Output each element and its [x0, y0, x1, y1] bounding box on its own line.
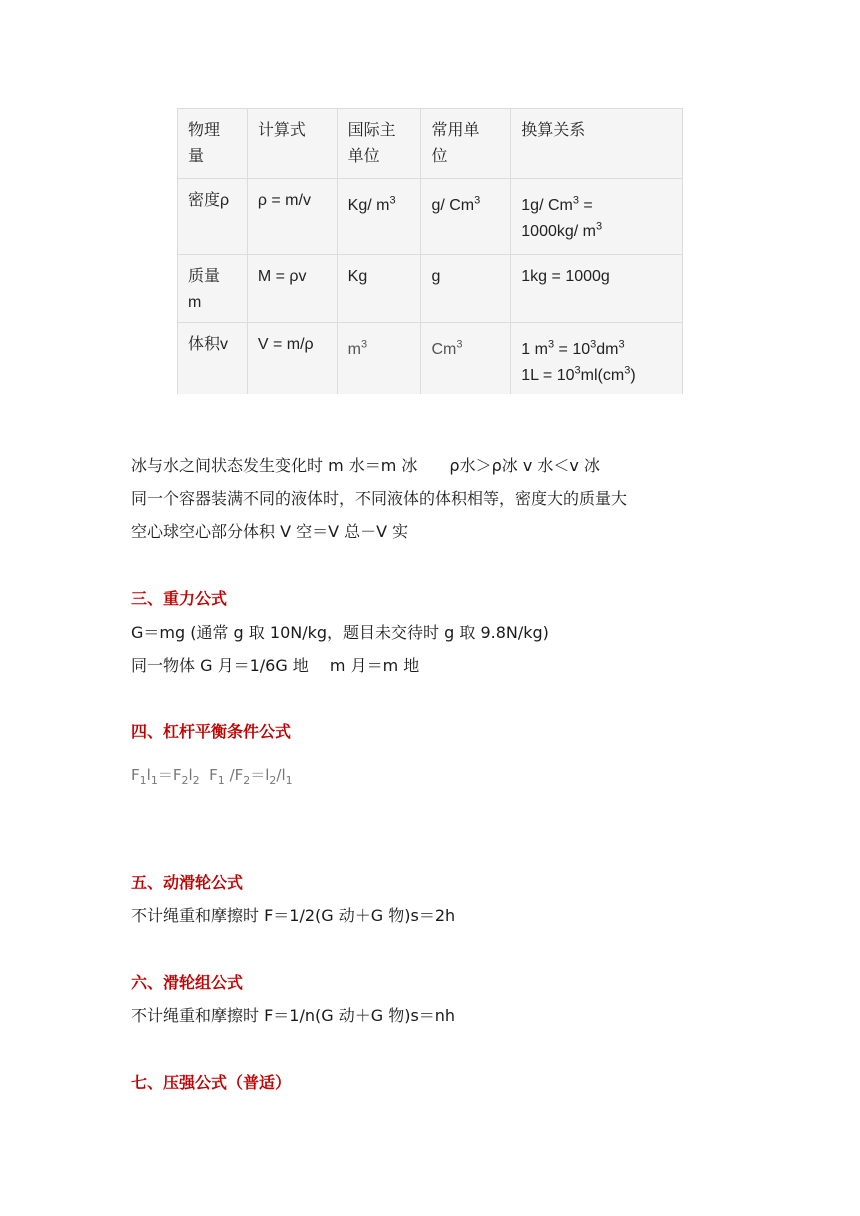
units-table [177, 108, 683, 394]
cell-conversion: 1 $m^3 = 10^3dm^3$ $1L = 10^3ml(cm^3)$ [511, 323, 683, 395]
table-header-row [178, 109, 683, 179]
gravity-formula-line: G＝mg (通常 g 取 10N/kg，题目未交待时 g 取 9.8N/kg) [131, 623, 549, 642]
section-gravity-title: 三、重力公式 [131, 589, 228, 608]
header-conversion: 换算关系 [511, 109, 683, 179]
header-formula: 计算式 [247, 109, 337, 179]
same-container-paragraph: 同一个容器装满不同的液体时，不同液体的体积相等，密度大的质量大 [131, 489, 628, 508]
hollow-ball-paragraph: 空心球空心部分体积 V 空＝V 总－V 实 [131, 522, 409, 541]
gravity-moon-line: 同一物体 G 月＝1/6G 地 m 月＝m 地 [131, 656, 420, 675]
table-row [178, 323, 683, 395]
cell-formula: ρ = m/v [247, 179, 337, 255]
movable-pulley-formula: 不计绳重和摩擦时 F＝1/2(G 动＋G 物)s＝2h [131, 906, 456, 925]
section-movable-pulley-title: 五、动滑轮公式 [131, 873, 244, 892]
ice-water-paragraph: 冰与水之间状态发生变化时 m 水＝m 冰 ρ水＞ρ冰 v 水＜v 冰 [131, 456, 600, 475]
cell-formula: V = m/ρ [247, 323, 337, 395]
section-pulley-block-title: 六、滑轮组公式 [131, 973, 244, 992]
section-pressure-title: 七、压强公式（普适） [131, 1073, 292, 1092]
cell-quantity: 质量 m [178, 255, 248, 323]
cell-quantity: 体积v [178, 323, 248, 395]
pulley-block-formula: 不计绳重和摩擦时 F＝1/n(G 动＋G 物)s＝nh [131, 1006, 456, 1025]
header-si-unit: 国际主 单位 [337, 109, 421, 179]
cell-conversion: 1kg = 1000g [511, 255, 683, 323]
table-row [178, 179, 683, 255]
header-quantity: 物理 量 [178, 109, 248, 179]
header-common-unit: 常用单 位 [421, 109, 511, 179]
cell-common-unit: g/ Cm$^3$ [421, 179, 511, 255]
cell-si-unit: Kg/ $m^3$ [337, 179, 421, 255]
lever-formula: $F_1l_1=F_2l_2$ $F_1$ $/F_2=l_2/l_1$ [131, 766, 293, 787]
cell-formula: M = ρv [247, 255, 337, 323]
cell-si-unit: Kg [337, 255, 421, 323]
table-row [178, 255, 683, 323]
section-lever-title: 四、杠杆平衡条件公式 [131, 722, 292, 741]
cell-common-unit: g [421, 255, 511, 323]
cell-quantity: 密度ρ [178, 179, 248, 255]
cell-si-unit: $m^3$ [337, 323, 421, 395]
units-table-image [177, 108, 683, 394]
cell-conversion: 1g/ $Cm^3$ = 1000kg/ $m^3$ [511, 179, 683, 255]
cell-common-unit: Cm$^3$ [421, 323, 511, 395]
